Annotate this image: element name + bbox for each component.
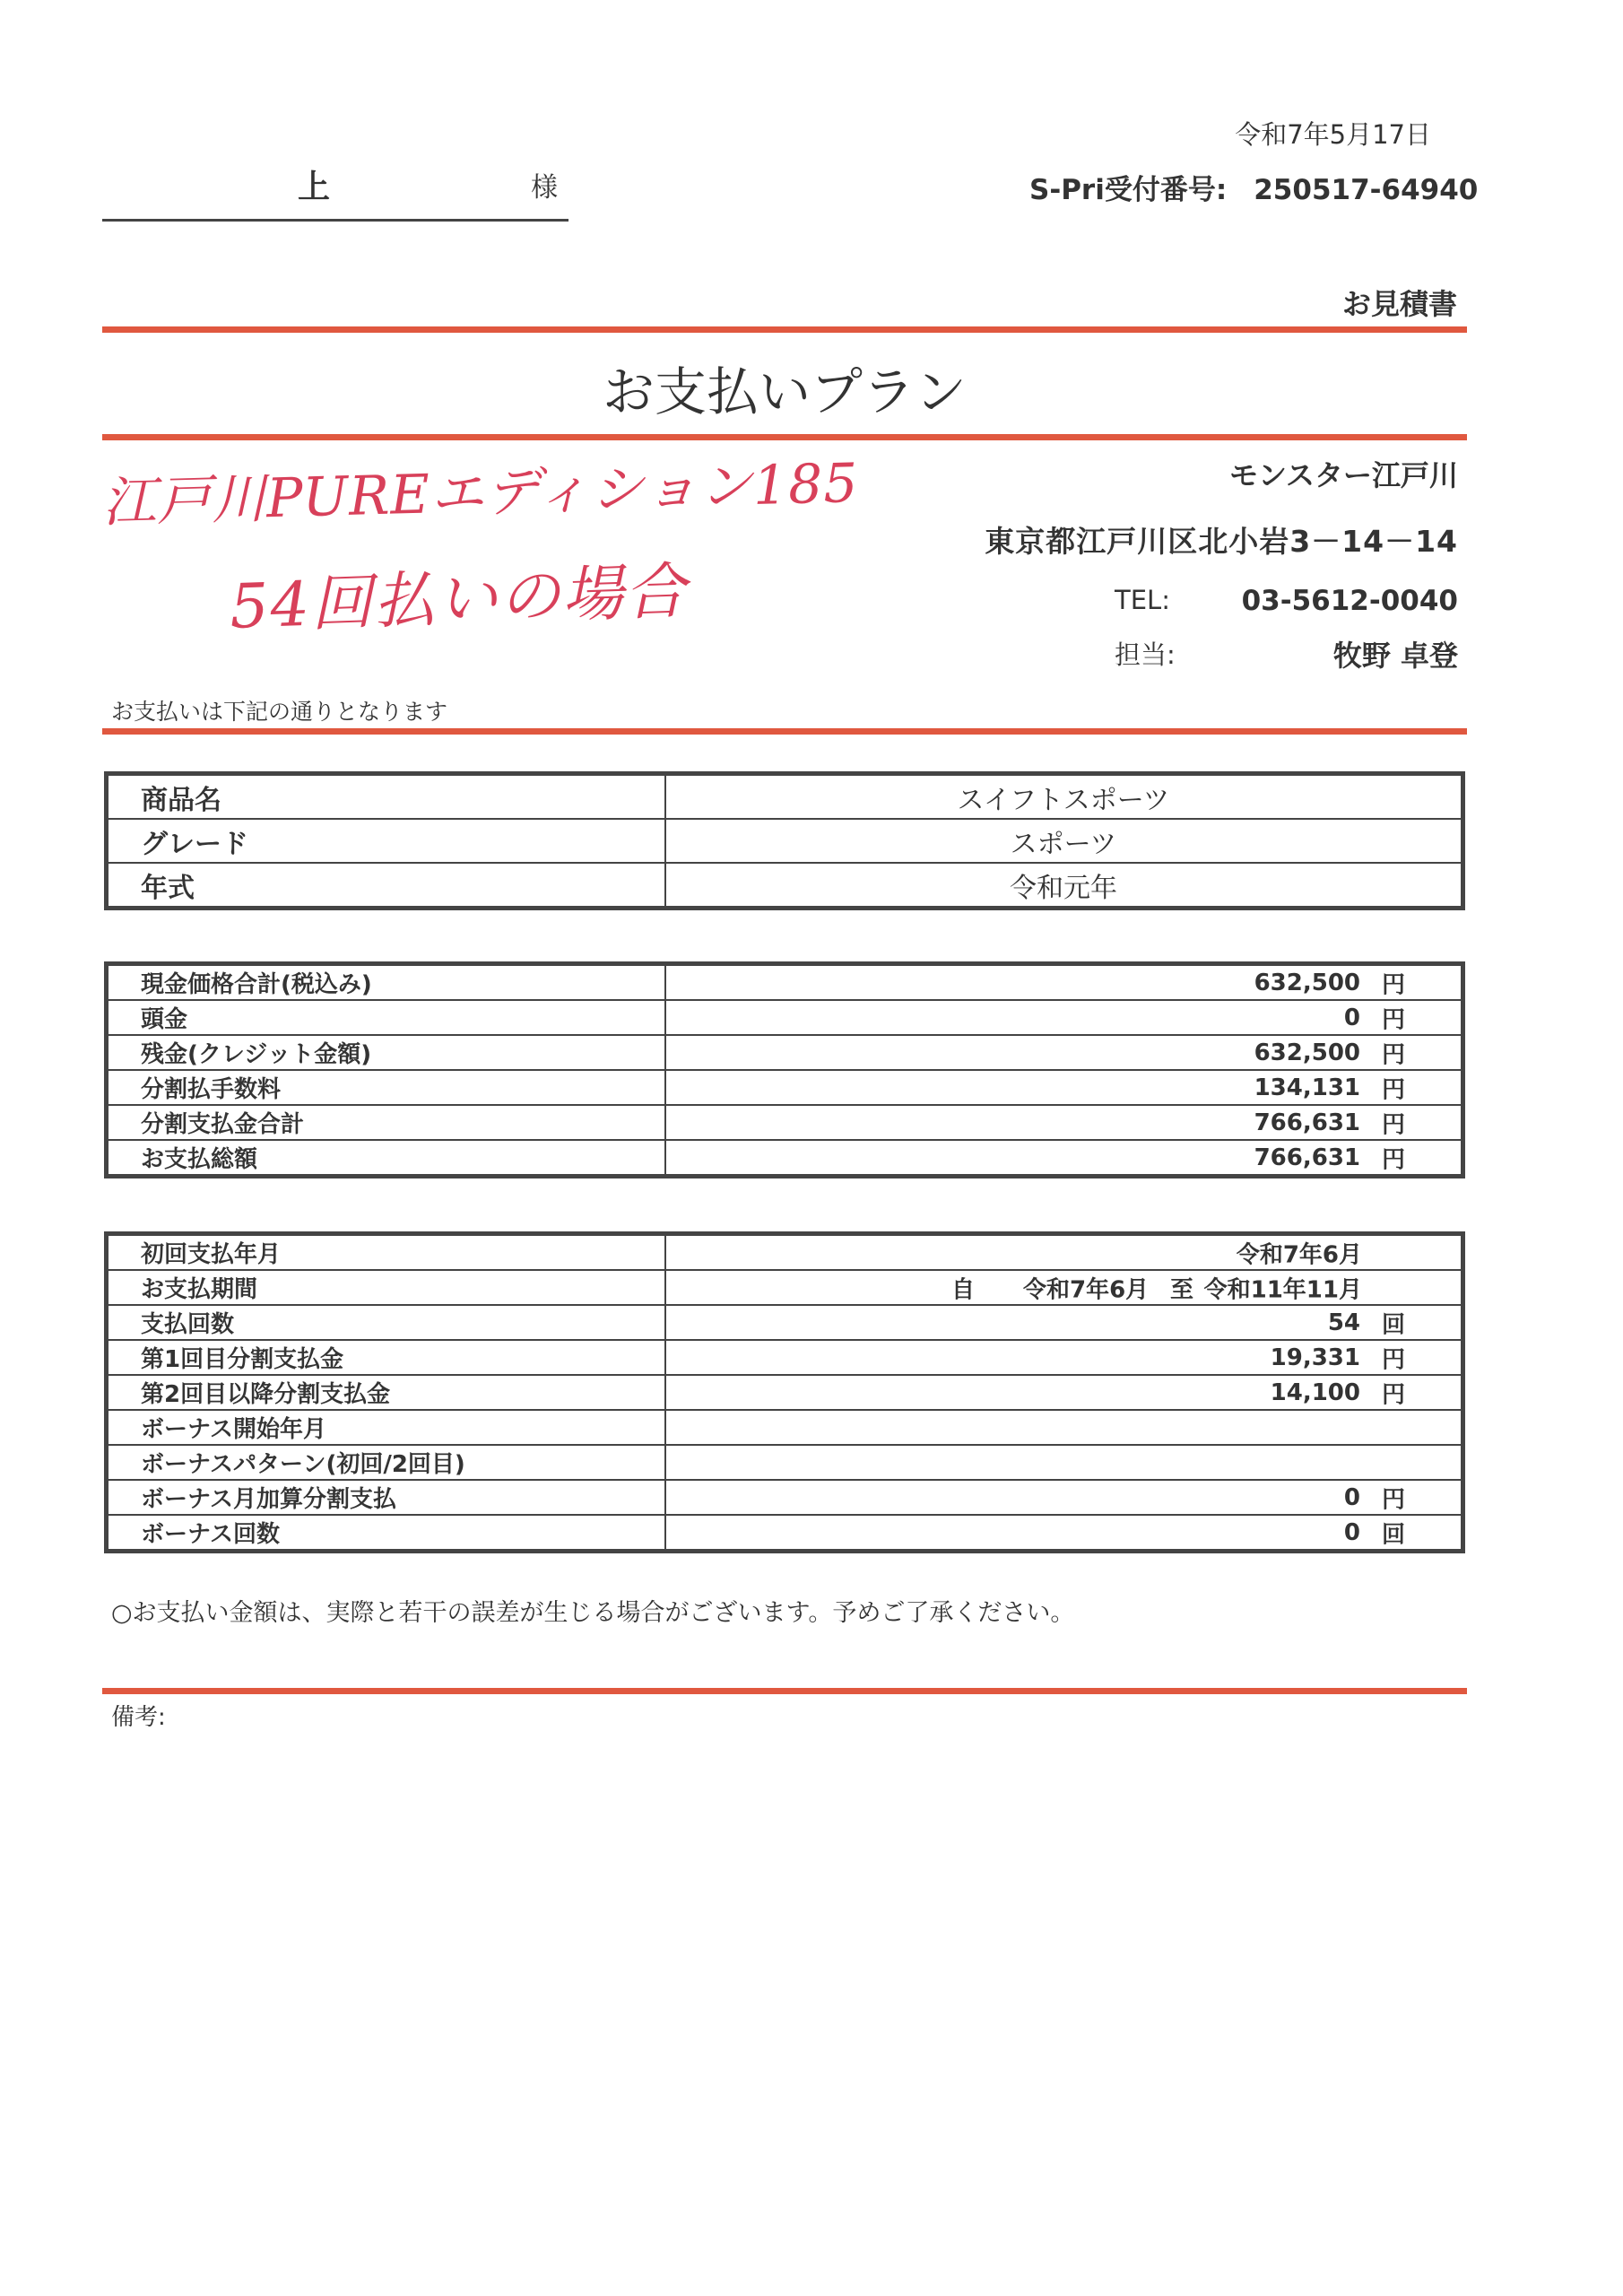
schedule-label: ボーナス月加算分割支払 — [107, 1480, 666, 1515]
dealer-staff: 牧野 卓登 — [1332, 639, 1458, 673]
first-payment-label: 初回支払年月 — [107, 1234, 666, 1271]
schedule-label: 支払回数 — [107, 1305, 666, 1340]
table-row — [107, 1480, 1463, 1515]
pricing-table — [104, 961, 1465, 1178]
pricing-unit: 円 — [1381, 1006, 1405, 1033]
pricing-label: 残金(クレジット金額) — [107, 1035, 666, 1070]
divider-remarks — [102, 1688, 1467, 1694]
handwritten-note-line2: 54回払いの場合 — [228, 556, 689, 643]
product-label: 商品名 — [107, 774, 666, 820]
year-value: 令和元年 — [665, 863, 1463, 909]
schedule-value: 54 — [1327, 1309, 1360, 1336]
pricing-cell — [665, 1035, 1463, 1070]
pricing-cell — [665, 1105, 1463, 1140]
remarks-label: 備考: — [111, 1704, 166, 1731]
dealer-address: 東京都江戸川区北小岩3－14－14 — [985, 524, 1458, 559]
pricing-value: 134,131 — [1254, 1074, 1360, 1101]
schedule-label: 第1回目分割支払金 — [107, 1340, 666, 1375]
pricing-label: 分割支払金合計 — [107, 1105, 666, 1140]
pricing-cell — [665, 1000, 1463, 1035]
pricing-unit: 円 — [1381, 971, 1405, 998]
pricing-unit: 円 — [1381, 1146, 1405, 1173]
schedule-value: 0 — [1343, 1518, 1360, 1546]
table-row — [107, 1270, 1463, 1305]
table-row — [107, 1340, 1463, 1375]
pricing-unit: 円 — [1381, 1076, 1405, 1103]
customer-name-field — [102, 151, 568, 222]
customer-name: 上 — [298, 169, 331, 205]
schedule-label: ボーナス開始年月 — [107, 1410, 666, 1445]
table-row — [107, 964, 1463, 1001]
pricing-value: 632,500 — [1254, 1039, 1360, 1066]
handwritten-note-line1: 江戸川PUREエディション185 — [101, 451, 860, 535]
table-row — [107, 1410, 1463, 1445]
table-row — [107, 1000, 1463, 1035]
pricing-value: 766,631 — [1254, 1109, 1360, 1136]
schedule-cell — [665, 1410, 1463, 1445]
period-from-label: 自 — [951, 1276, 976, 1303]
schedule-value: 19,331 — [1270, 1344, 1360, 1371]
schedule-table — [104, 1231, 1465, 1553]
table-row — [107, 1105, 1463, 1140]
document-type: お見積書 — [1341, 287, 1457, 321]
staff-label: 担当: — [1115, 639, 1176, 670]
tel-label: TEL: — [1115, 585, 1170, 615]
table-row — [107, 1305, 1463, 1340]
pricing-unit: 円 — [1381, 1041, 1405, 1068]
schedule-unit: 回 — [1381, 1311, 1405, 1338]
schedule-label: 第2回目以降分割支払金 — [107, 1375, 666, 1410]
divider-top — [102, 326, 1467, 333]
receipt-number: 250517-64940 — [1254, 174, 1479, 206]
product-table — [104, 771, 1465, 910]
issue-date: 令和7年5月17日 — [1235, 119, 1431, 150]
table-row — [107, 863, 1463, 909]
pricing-value: 632,500 — [1254, 969, 1360, 996]
disclaimer-note: ○お支払い金額は、実際と若干の誤差が生じる場合がございます。予めご了承ください。 — [111, 1599, 1075, 1627]
table-row — [107, 1445, 1463, 1480]
period-cell — [665, 1270, 1463, 1305]
pricing-cell — [665, 1140, 1463, 1177]
table-row — [107, 1070, 1463, 1105]
first-payment-value: 令和7年6月 — [1236, 1241, 1362, 1268]
dealer-tel: 03-5612-0040 — [1241, 585, 1458, 617]
period-to-label: 至 — [1170, 1276, 1194, 1303]
page-title: お支払いプラン — [602, 361, 967, 422]
schedule-cell — [665, 1305, 1463, 1340]
receipt-label: S-Pri受付番号: — [1029, 174, 1228, 206]
customer-honorific: 様 — [531, 172, 558, 204]
divider-title — [102, 434, 1467, 440]
pricing-value: 766,631 — [1254, 1144, 1360, 1171]
table-row — [107, 1375, 1463, 1410]
receipt-info — [1029, 167, 1478, 207]
schedule-label: ボーナス回数 — [107, 1515, 666, 1552]
intro-text: お支払いは下記の通りとなります — [111, 699, 448, 725]
pricing-cell — [665, 964, 1463, 1001]
period-from: 令和7年6月 — [1023, 1276, 1150, 1303]
schedule-cell — [665, 1515, 1463, 1552]
table-row — [107, 1035, 1463, 1070]
dealer-company: モンスター江戸川 — [1228, 458, 1458, 492]
pricing-label: お支払総額 — [107, 1140, 666, 1177]
product-value: スイフトスポーツ — [665, 774, 1463, 820]
table-row — [107, 819, 1463, 863]
grade-label: グレード — [107, 819, 666, 863]
schedule-unit: 円 — [1381, 1381, 1405, 1408]
period-label: お支払期間 — [107, 1270, 666, 1305]
first-payment-cell — [665, 1234, 1463, 1271]
period-to: 令和11年11月 — [1203, 1276, 1362, 1303]
pricing-label: 頭金 — [107, 1000, 666, 1035]
schedule-value: 14,100 — [1270, 1378, 1360, 1406]
pricing-label: 現金価格合計(税込み) — [107, 964, 666, 1001]
schedule-unit: 円 — [1381, 1346, 1405, 1373]
schedule-label: ボーナスパターン(初回/2回目) — [107, 1445, 666, 1480]
table-row — [107, 1140, 1463, 1177]
table-row — [107, 1515, 1463, 1552]
schedule-cell — [665, 1340, 1463, 1375]
schedule-cell — [665, 1480, 1463, 1515]
pricing-label: 分割払手数料 — [107, 1070, 666, 1105]
schedule-cell — [665, 1375, 1463, 1410]
divider-intro — [102, 728, 1467, 735]
grade-value: スポーツ — [665, 819, 1463, 863]
pricing-cell — [665, 1070, 1463, 1105]
pricing-value: 0 — [1343, 1004, 1360, 1031]
pricing-unit: 円 — [1381, 1111, 1405, 1138]
year-label: 年式 — [107, 863, 666, 909]
schedule-unit: 回 — [1381, 1521, 1405, 1548]
table-row — [107, 1234, 1463, 1271]
schedule-unit: 円 — [1381, 1486, 1405, 1513]
schedule-cell — [665, 1445, 1463, 1480]
schedule-value: 0 — [1343, 1483, 1360, 1511]
table-row — [107, 774, 1463, 820]
